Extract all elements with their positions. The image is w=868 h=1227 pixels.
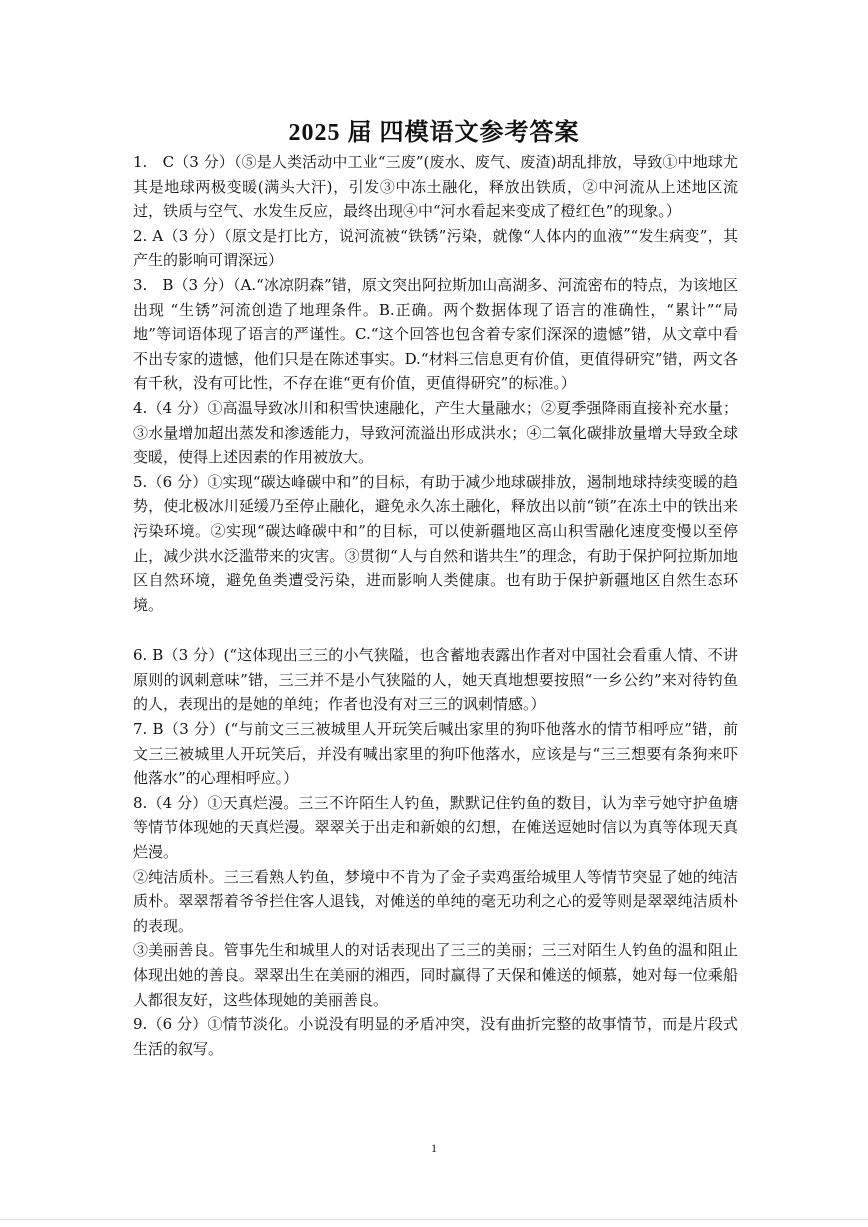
answer-5: 5.（6 分）①实现“碳达峰碳中和”的目标，有助于减少地球碳排放，遏制地球持续变暖的趋势，使北极冰川延缓乃至停止融化，避免永久冻土融化，释放出以前“锁”在冻土中的铁出来污染环境。②实现“碳达峰碳中和”的目标，可以使新疆地区高山积雪融化速度变慢以至停止，减少洪水泛滥带来的灾害。③贯彻“人与自然和谐共生”的理念，有助于保护阿拉斯加地区自然环境，避免鱼类遭受污染，进而影响人类健康。也有助于保护新疆地区自然生态环境。: [133, 472, 738, 614]
answer-content: [133, 150, 738, 1061]
answer-1: 1. C（3 分）（⑤是人类活动中工业“三废”(废水、废气、废渣)胡乱排放，导致①中地球尤其是地球两极变暖(满头大汗)，引发③中冻土融化，释放出铁质，②中河流从上述地区流过，铁质与空气、水发生反应，最终出现④中“河水看起来变成了橙红色”的现象。）: [133, 153, 738, 221]
answer-8: 8.（4 分）①天真烂漫。三三不许陌生人钓鱼，默默记住钓鱼的数目，认为幸亏她守护鱼塘等情节体现她的天真烂漫。翠翠关于出走和新娘的幻想，在傩送逗她时信以为真等体现天真烂漫。: [133, 793, 738, 862]
answer-6: 6. B（3 分）(“这体现出三三的小气狭隘，也含蓄地表露出作者对中国社会看重人情、不讲原则的讽刺意味”错，三三并不是小气狭隘的人，她天真地想要按照“一乡公约”来对待钓鱼的人，表现出的是她的单纯；作者也没有对三三的讽刺情感。）: [133, 646, 738, 714]
answer-2: 2. A（3 分）（原文是打比方，说河流被“铁锈”污染，就像“人体内的血液”“发生病变”，其产生的影响可谓深远）: [133, 226, 738, 270]
answer-8-point-2: ②纯洁质朴。三三看熟人钓鱼，梦境中不肯为了金子卖鸡蛋给城里人等情节突显了她的纯洁质朴。翠翠帮着爷爷拦住客人退钱，对傩送的单纯的毫无功利之心的爱等则是翠翠纯洁质朴的表现。: [133, 867, 738, 935]
answer-4: 4.（4 分）①高温导致冰川和积雪快速融化，产生大量融水；②夏季强降雨直接补充水量；③水量增加超出蒸发和渗透能力，导致河流溢出形成洪水；④二氧化碳排放量增大导致全球变暖，使得上述因素的作用被放大。: [133, 398, 738, 467]
page-number: 1: [431, 1141, 437, 1155]
answer-9: 9.（6 分）①情节淡化。小说没有明显的矛盾冲突，没有曲折完整的故事情节，而是片段式生活的叙写。: [133, 1015, 738, 1058]
answer-3: 3. B（3 分）（A.“冰凉阴森”错，原文突出阿拉斯加山高湖多、河流密布的特点，为该地区出现 “生锈”河流创造了地理条件。B.正确。两个数据体现了语言的准确性，“累计”“局地”等词语体现了语言的严谨性。C.“这个回答也包含着专家们深深的遗憾”错，从文章中看不出专家的遗憾，他们只是在陈述事实。D.“材料三信息更有价值，更值得研究”错，两文各有千秋，没有可比性，不存在谁“更有价值，更值得研究”的标准。）: [133, 275, 738, 393]
section-gap: [133, 617, 738, 643]
answer-8-point-3: ③美丽善良。管事先生和城里人的对话表现出了三三的美丽；三三对陌生人钓鱼的温和阻止体现出她的善良。翠翠出生在美丽的湘西，同时赢得了天保和傩送的倾慕，她对每一位乘船人都很友好，这些体现她的美丽善良。: [133, 941, 738, 1009]
answer-7: 7. B（3 分）(“与前文三三被城里人开玩笑后喊出家里的狗吓他落水的情节相呼应”错，前文三三被城里人开玩笑后，并没有喊出家里的狗吓他落水，应该是与“三三想要有条狗来吓他落水”的心理相呼应。）: [133, 720, 738, 788]
document-title: 2025 届 四模语文参考答案: [288, 120, 580, 146]
page-bottom-border: [0, 1219, 868, 1220]
